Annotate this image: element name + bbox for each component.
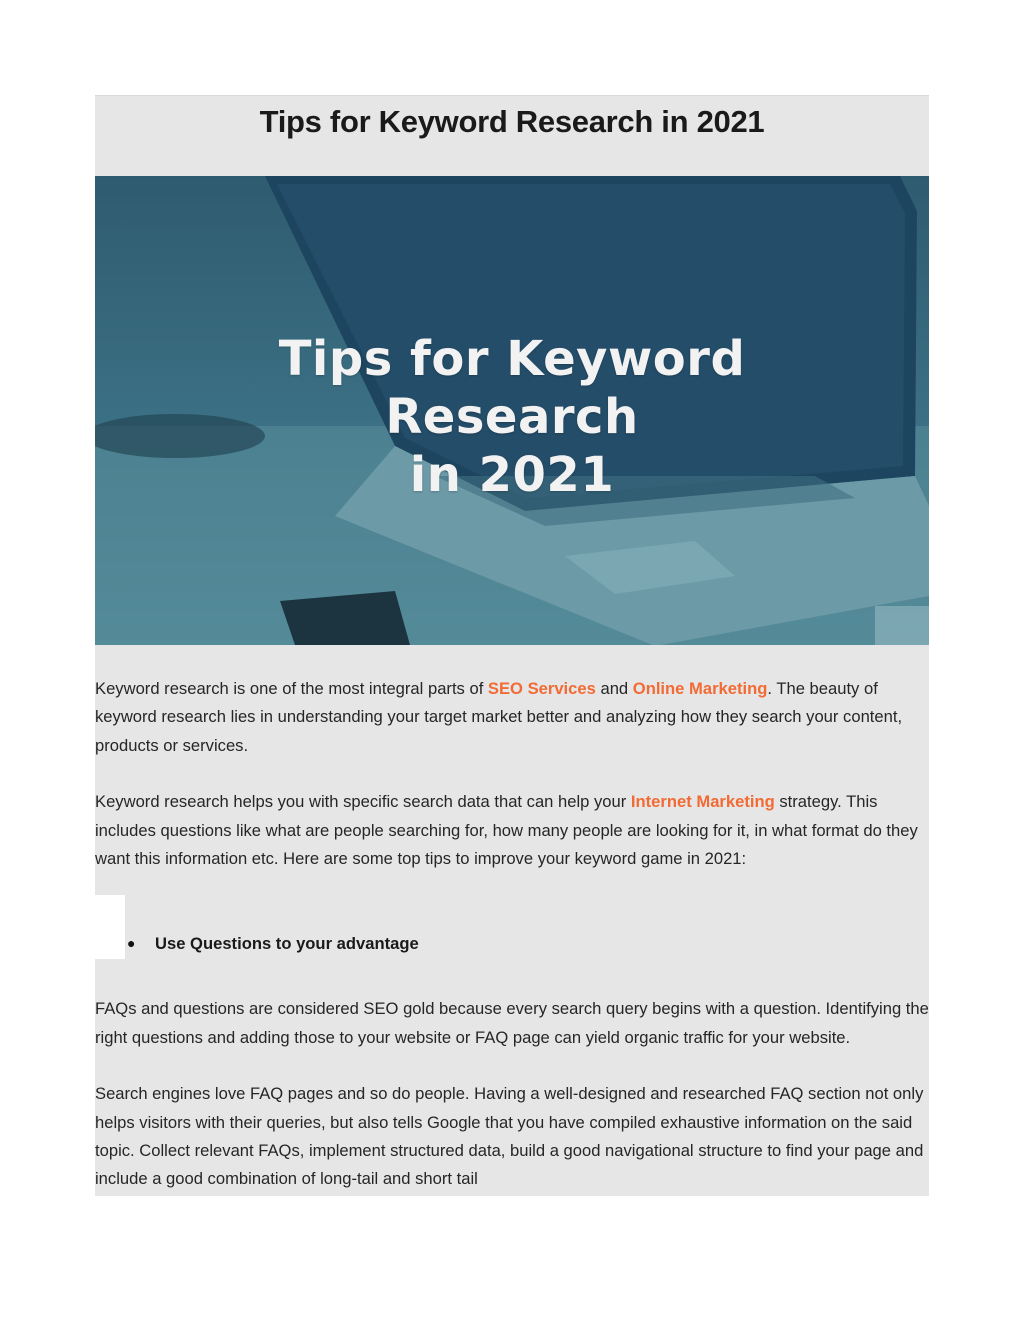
faq-paragraph: FAQs and questions are considered SEO gold because every search query begins with a question. Identifying the right questions and adding those to your website or FAQ page can yield organic traffic for your website. [95,999,929,1047]
internet-marketing-link[interactable]: Internet Marketing [630,792,775,812]
search-engine-paragraph: Search engines love FAQ pages and so do people. Having a well-designed and researched FAQ section not only helps visitors with their queries, but also tells Google that you have compiled exhaustive information on the said topic. Collect relevant FAQs, implement structured data, build a good navigational structure to find your page and include a good combination of long-tail and short tail [95,1084,924,1189]
bullet-gutter [95,895,125,959]
title-band [95,95,929,176]
second-paragraph [95,788,929,873]
hero-line-1: Tips for Keyword [278,331,746,387]
hero-line-3: in 2021 [409,447,615,503]
hero-heading [95,330,929,504]
article-body [95,645,929,1196]
hero-image [95,176,929,645]
text-span: Keyword research helps you with specific search data that can help your [95,792,631,812]
text-span: and [595,679,633,698]
page-title: Tips for Keyword Research in 2021 [259,104,765,139]
hero-line-2: Research [385,389,639,445]
document-page [95,95,929,1196]
text-span: . The beauty of keyword research lies in understanding your target market better and analyzing how they search your content, products or services. [95,679,903,755]
text-span: Keyword research is one of the most integral parts of [95,679,488,698]
intro-paragraph [95,675,929,760]
online-marketing-link[interactable]: Online Marketing [632,679,768,698]
bullet-list-item [95,901,929,965]
bullet-icon: ● [127,935,136,952]
seo-services-link[interactable]: SEO Services [487,679,596,698]
text-span: strategy. This includes questions like what are people searching for, how many people are looking for it, in what format do they want this information etc. Here are some top tips to improve your keyword game in 2021: [95,792,918,869]
bullet-heading: Use Questions to your advantage [155,934,419,954]
